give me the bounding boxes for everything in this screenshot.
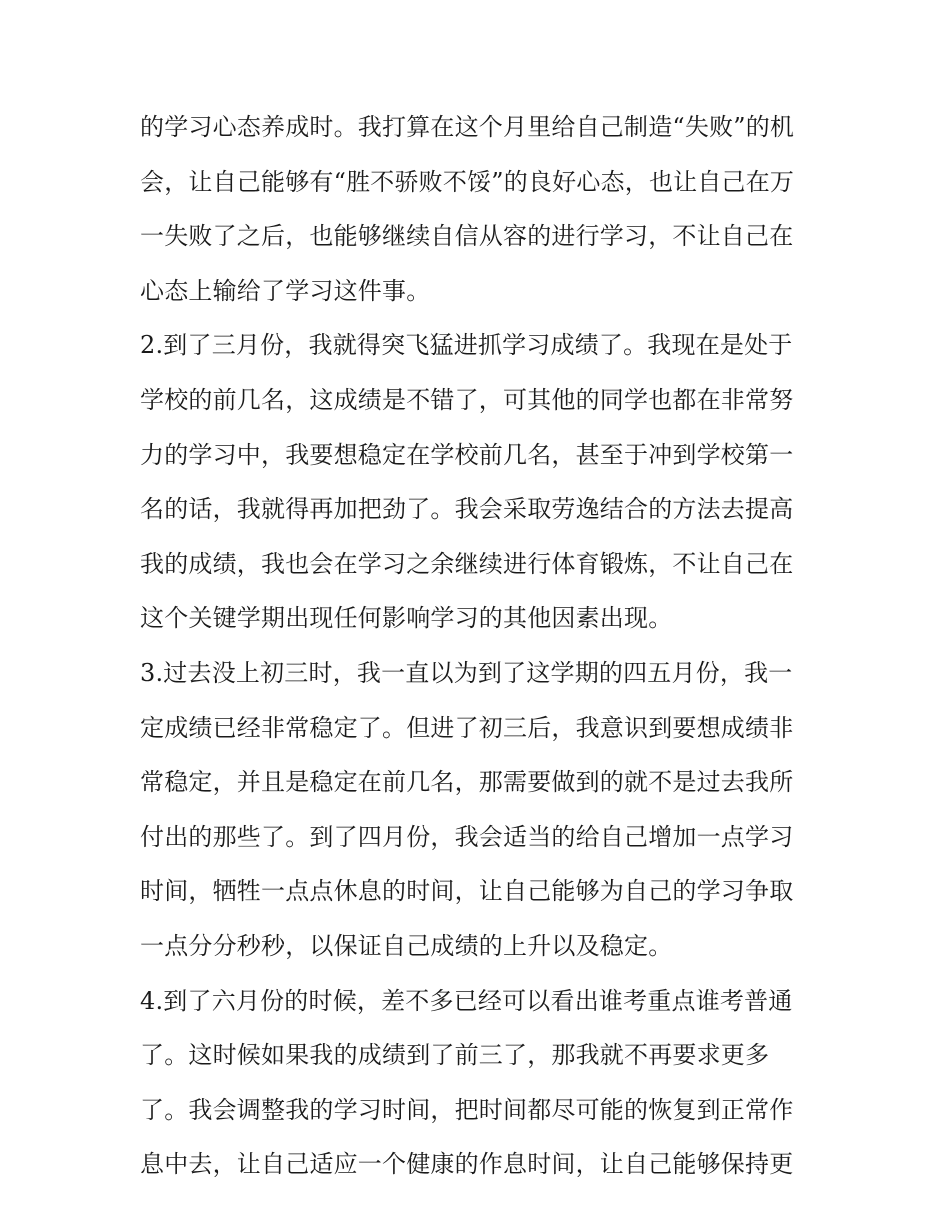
text-line: 一失败了之后，也能够继续自信从容的进行学习，不让自己在 bbox=[140, 222, 794, 251]
text-line: 名的话，我就得再加把劲了。我会采取劳逸结合的方法去提高 bbox=[140, 495, 794, 524]
text-line: 定成绩已经非常稳定了。但进了初三后，我意识到要想成绩非 bbox=[140, 713, 794, 742]
text-line: 我的成绩，我也会在学习之余继续进行体育锻炼，不让自己在 bbox=[140, 549, 794, 578]
document-body bbox=[140, 100, 812, 1192]
text-line: 了。这时候如果我的成绩到了前三了，那我就不再要求更多 bbox=[140, 1041, 770, 1070]
text-line: 2.到了三月份，我就得突飞猛进抓学习成绩了。我现在是处于 bbox=[140, 331, 793, 360]
text-line: 这个关键学期出现任何影响学习的其他因素出现。 bbox=[140, 604, 673, 633]
text-line: 会，让自己能够有“胜不骄败不馁”的良好心态，也让自己在万 bbox=[140, 167, 795, 196]
text-line: 学校的前几名，这成绩是不错了，可其他的同学也都在非常努 bbox=[140, 385, 794, 414]
text-line: 力的学习中，我要想稳定在学校前几名，甚至于冲到学校第一 bbox=[140, 440, 794, 469]
text-line: 一点分分秒秒，以保证自己成绩的上升以及稳定。 bbox=[140, 931, 673, 960]
text-line: 4.到了六月份的时候，差不多已经可以看出谁考重点谁考普通 bbox=[140, 986, 793, 1015]
text-line: 付出的那些了。到了四月份，我会适当的给自己增加一点学习 bbox=[140, 822, 794, 851]
text-line: 心态上输给了学习这件事。 bbox=[140, 276, 431, 305]
text-line: 的学习心态养成时。我打算在这个月里给自己制造“失败”的机 bbox=[140, 113, 795, 141]
text-line: 了。我会调整我的学习时间，把时间都尽可能的恢复到正常作 bbox=[140, 1095, 794, 1124]
text-line: 时间，牺牲一点点休息的时间，让自己能够为自己的学习争取 bbox=[140, 877, 794, 906]
text-line: 常稳定，并且是稳定在前几名，那需要做到的就不是过去我所 bbox=[140, 768, 794, 797]
text-line: 息中去，让自己适应一个健康的作息时间，让自己能够保持更 bbox=[140, 1150, 794, 1179]
text-line: 3.过去没上初三时，我一直以为到了这学期的四五月份，我一 bbox=[140, 658, 793, 687]
